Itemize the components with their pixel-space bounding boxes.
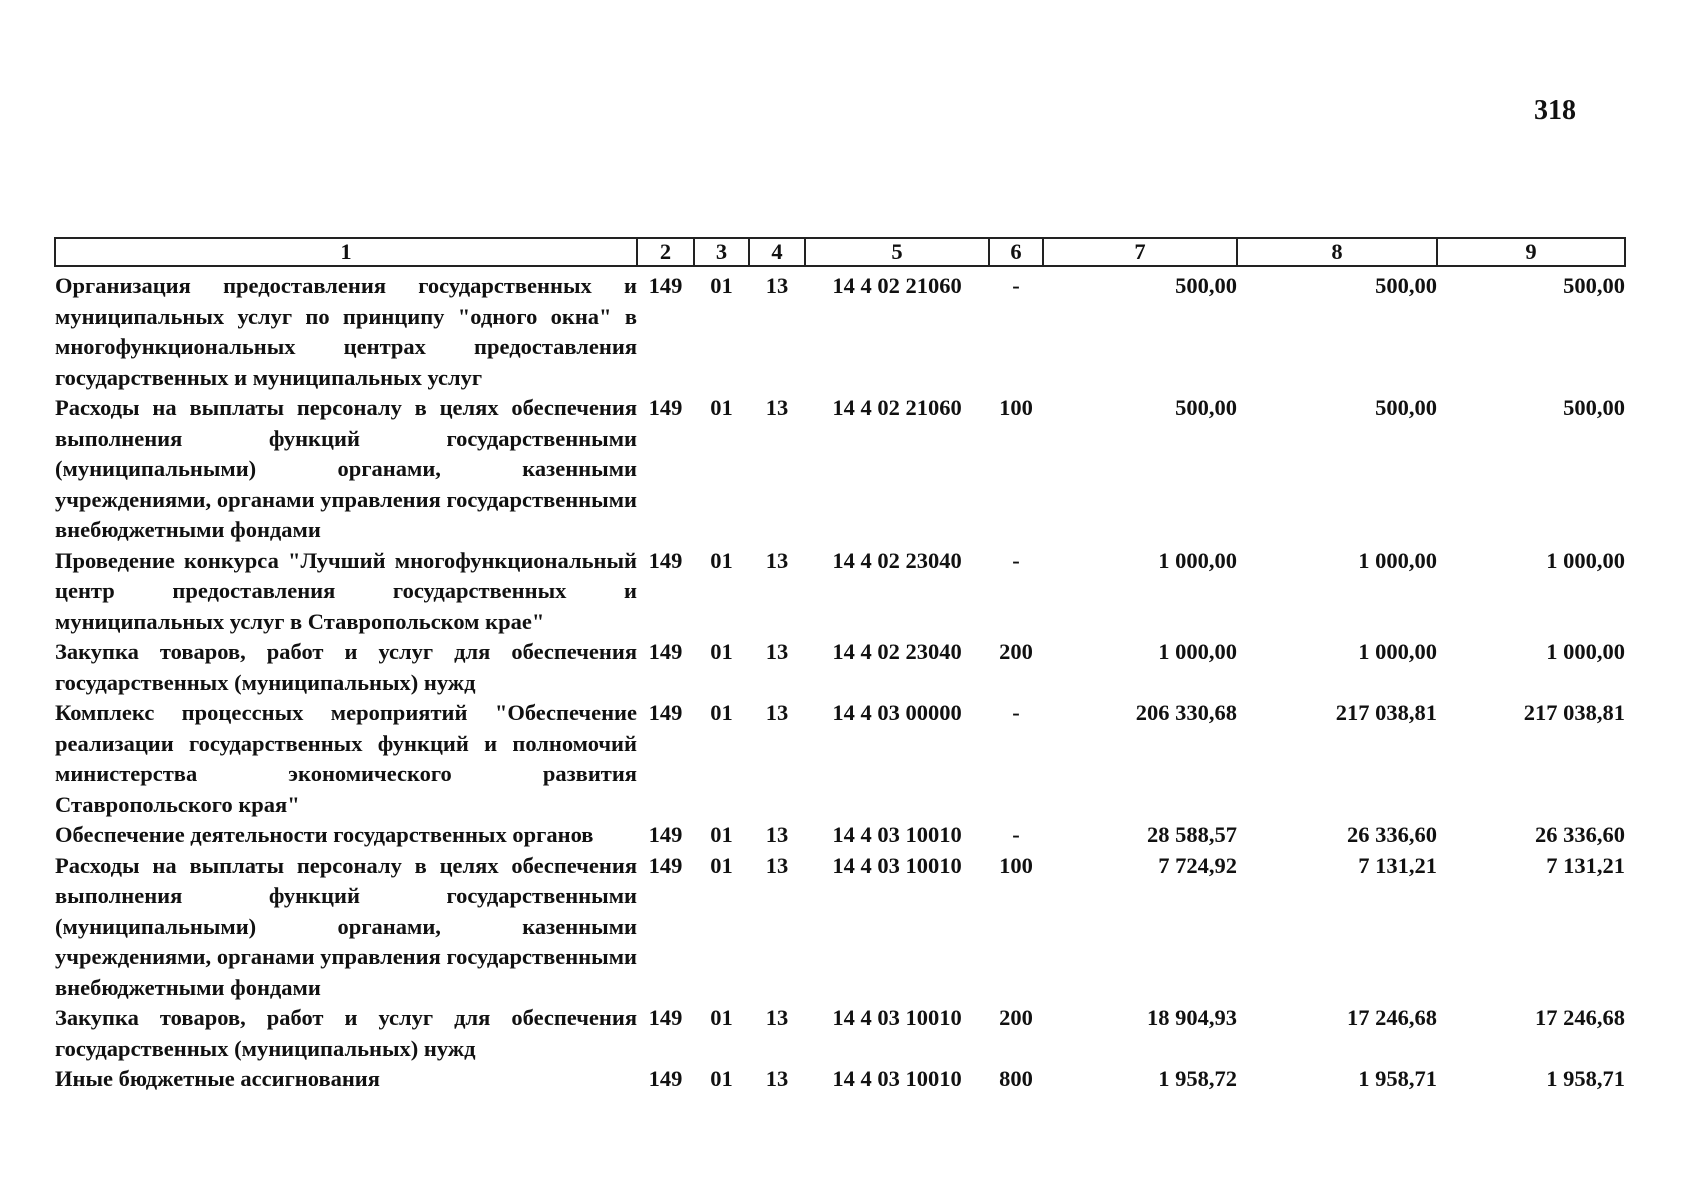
- header-cell: 6: [989, 238, 1043, 266]
- header-cell: 7: [1043, 238, 1237, 266]
- amount-col8: 7 131,21: [1358, 852, 1437, 878]
- section-code: 01: [710, 852, 733, 878]
- target-article-code: 14 4 03 00000: [832, 700, 962, 725]
- amount-col9: 500,00: [1563, 273, 1625, 298]
- ministry-code: 149: [648, 852, 683, 878]
- row-name: Закупка товаров, работ и услуг для обеспечения государственных (муниципальных) нужд: [55, 639, 637, 695]
- amount-col7: 500,00: [1175, 395, 1237, 420]
- subsection-code: 13: [765, 395, 789, 420]
- table-row: [55, 393, 1625, 546]
- section-code: 01: [710, 1005, 733, 1030]
- amount-col7: 1 000,00: [1158, 547, 1237, 573]
- row-name: Расходы на выплаты персоналу в целях обеспечения выполнения функций государственными (муниципальными) органами, казенными учреждениями, органами управления государственными внебюджетными фондами: [55, 395, 637, 542]
- table-row: [55, 546, 1625, 638]
- section-code: 01: [710, 273, 733, 298]
- amount-col9: 1 958,71: [1546, 1066, 1625, 1091]
- section-code: 01: [710, 700, 733, 725]
- target-article-code: 14 4 02 21060: [832, 395, 962, 420]
- header-cell: 8: [1237, 238, 1437, 266]
- section-code: 01: [710, 822, 733, 847]
- ministry-code: 149: [648, 273, 683, 298]
- amount-col9: 26 336,60: [1535, 822, 1625, 847]
- target-article-code: 14 4 02 23040: [832, 547, 962, 573]
- row-name: Проведение конкурса "Лучший многофункциональный центр предоставления государственных и муниципальных услуг в Ставропольском крае": [55, 547, 637, 634]
- section-code: 01: [710, 395, 733, 420]
- amount-col7: 500,00: [1175, 273, 1237, 298]
- subsection-code: 13: [765, 700, 789, 725]
- ministry-code: 149: [648, 547, 683, 573]
- subsection-code: 13: [765, 852, 789, 878]
- subsection-code: 13: [765, 547, 789, 573]
- target-article-code: 14 4 03 10010: [832, 1066, 962, 1091]
- subsection-code: 13: [765, 822, 789, 847]
- expense-type-code: -: [1012, 547, 1020, 573]
- target-article-code: 14 4 02 23040: [832, 639, 962, 664]
- amount-col9: 17 246,68: [1535, 1005, 1625, 1030]
- amount-col9: 1 000,00: [1546, 547, 1625, 573]
- header-row: [55, 238, 1625, 266]
- subsection-code: 13: [765, 1005, 789, 1030]
- expense-type-code: 100: [999, 395, 1033, 420]
- row-name: Расходы на выплаты персоналу в целях обеспечения выполнения функций государственными (муниципальными) органами, казенными учреждениями, органами управления государственными внебюджетными фондами: [55, 852, 637, 1000]
- section-code: 01: [710, 639, 733, 664]
- amount-col7: 1 958,72: [1158, 1066, 1237, 1091]
- expense-type-code: -: [1012, 822, 1020, 847]
- amount-col8: 500,00: [1375, 273, 1437, 298]
- amount-col8: 26 336,60: [1347, 822, 1437, 847]
- header-cell: 1: [55, 238, 637, 266]
- ministry-code: 149: [648, 1066, 683, 1091]
- row-name: Иные бюджетные ассигнования: [55, 1066, 380, 1091]
- expense-type-code: 200: [999, 1005, 1033, 1030]
- target-article-code: 14 4 02 21060: [832, 273, 962, 298]
- amount-col8: 17 246,68: [1347, 1005, 1437, 1030]
- row-name: Закупка товаров, работ и услуг для обеспечения государственных (муниципальных) нужд: [55, 1005, 637, 1061]
- amount-col7: 206 330,68: [1135, 700, 1237, 725]
- subsection-code: 13: [765, 639, 789, 664]
- expense-type-code: -: [1012, 700, 1020, 725]
- table-row: [55, 637, 1625, 698]
- amount-col8: 1 000,00: [1358, 547, 1437, 573]
- ministry-code: 149: [648, 639, 683, 664]
- amount-col9: 217 038,81: [1523, 700, 1625, 725]
- ministry-code: 149: [648, 822, 683, 847]
- target-article-code: 14 4 03 10010: [832, 822, 962, 847]
- table-row: [55, 1064, 1625, 1095]
- subsection-code: 13: [765, 1066, 789, 1091]
- row-name: Организация предоставления государственных и муниципальных услуг по принципу "одного окна" в многофункциональных центрах предоставления государственных и муниципальных услуг: [55, 273, 637, 390]
- amount-col9: 1 000,00: [1546, 639, 1625, 664]
- amount-col7: 7 724,92: [1158, 852, 1237, 878]
- amount-col7: 1 000,00: [1158, 639, 1237, 664]
- header-cell: 3: [694, 238, 749, 266]
- target-article-code: 14 4 03 10010: [832, 852, 962, 878]
- budget-table: [54, 237, 1626, 1095]
- target-article-code: 14 4 03 10010: [832, 1005, 962, 1030]
- header-cell: 4: [749, 238, 805, 266]
- table-row: [55, 820, 1625, 851]
- expense-type-code: 100: [999, 852, 1033, 878]
- ministry-code: 149: [648, 700, 683, 725]
- header-cell: 2: [637, 238, 694, 266]
- expense-type-code: 800: [999, 1066, 1033, 1091]
- page-number: 318: [1534, 95, 1576, 126]
- table-row: [55, 851, 1625, 1004]
- table-row: [55, 1003, 1625, 1064]
- row-name: Обеспечение деятельности государственных органов: [55, 822, 594, 847]
- amount-col9: 7 131,21: [1546, 852, 1625, 878]
- row-name: Комплекс процессных мероприятий "Обеспечение реализации государственных функций и полномочий министерства экономического развития Ставропольского края": [55, 700, 637, 817]
- amount-col9: 500,00: [1563, 395, 1625, 420]
- section-code: 01: [710, 1066, 733, 1091]
- section-code: 01: [710, 547, 733, 573]
- amount-col7: 18 904,93: [1147, 1005, 1237, 1030]
- amount-col7: 28 588,57: [1147, 822, 1237, 847]
- header-cell: 9: [1437, 238, 1625, 266]
- amount-col8: 1 000,00: [1358, 639, 1437, 664]
- subsection-code: 13: [765, 273, 789, 298]
- amount-col8: 500,00: [1375, 395, 1437, 420]
- expense-type-code: 200: [999, 639, 1033, 664]
- header-cell: 5: [805, 238, 989, 266]
- expense-type-code: -: [1012, 273, 1020, 298]
- ministry-code: 149: [648, 395, 683, 420]
- amount-col8: 1 958,71: [1358, 1066, 1437, 1091]
- table-row: [55, 698, 1625, 820]
- table-row: [55, 266, 1625, 393]
- amount-col8: 217 038,81: [1335, 700, 1437, 725]
- ministry-code: 149: [648, 1005, 683, 1030]
